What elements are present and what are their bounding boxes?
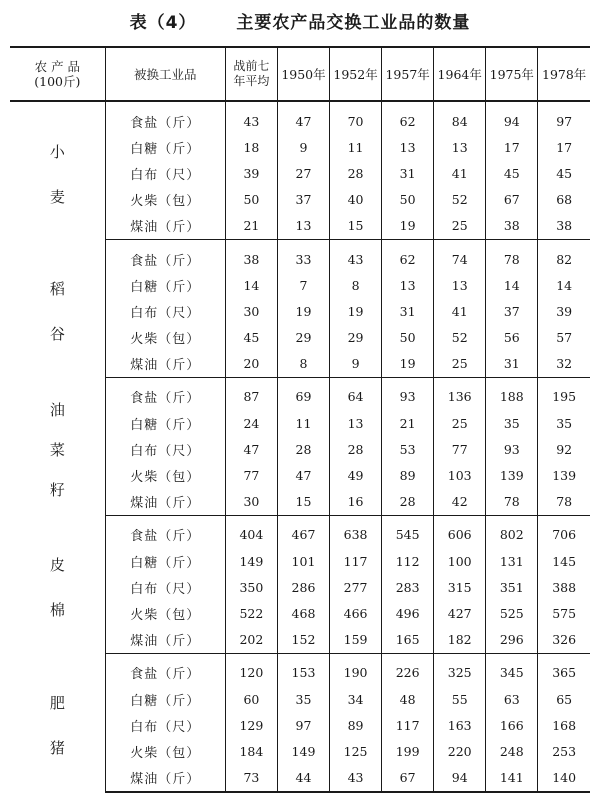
value-cell: 125 — [330, 738, 382, 764]
value-cell: 67 — [382, 765, 434, 792]
value-cell: 78 — [486, 489, 538, 516]
product-cell — [10, 515, 105, 653]
value-cell: 202 — [225, 627, 277, 654]
value-cell: 226 — [382, 653, 434, 686]
value-cell: 199 — [382, 738, 434, 764]
product-name — [10, 389, 105, 509]
header-prewar — [225, 47, 277, 101]
value-cell: 53 — [382, 436, 434, 462]
header-prewar-text: 战前七年平均 — [233, 59, 270, 88]
value-cell: 13 — [382, 134, 434, 160]
value-cell: 286 — [277, 574, 329, 600]
product-cell — [10, 239, 105, 377]
value-cell: 117 — [330, 548, 382, 574]
value-cell: 11 — [330, 134, 382, 160]
value-cell: 149 — [225, 548, 277, 574]
value-cell: 19 — [382, 213, 434, 240]
product-name-char: 棉 — [49, 601, 65, 620]
table-row — [10, 101, 590, 134]
value-cell: 33 — [277, 239, 329, 272]
value-cell: 18 — [225, 134, 277, 160]
value-cell: 62 — [382, 239, 434, 272]
value-cell: 77 — [434, 436, 486, 462]
table-row — [10, 377, 590, 410]
value-cell: 16 — [330, 489, 382, 516]
value-cell: 19 — [330, 298, 382, 324]
value-cell: 14 — [486, 272, 538, 298]
value-cell: 365 — [538, 653, 590, 686]
item-cell: 火柴（包） — [105, 462, 225, 488]
value-cell: 57 — [538, 325, 590, 351]
product-cell — [10, 101, 105, 239]
value-cell: 50 — [225, 187, 277, 213]
value-cell: 20 — [225, 351, 277, 378]
value-cell: 139 — [486, 462, 538, 488]
value-cell: 165 — [382, 627, 434, 654]
value-cell: 47 — [225, 436, 277, 462]
value-cell: 93 — [382, 377, 434, 410]
table-row — [10, 653, 590, 686]
value-cell: 9 — [277, 134, 329, 160]
value-cell: 48 — [382, 686, 434, 712]
header-row — [10, 47, 590, 101]
value-cell: 45 — [225, 325, 277, 351]
value-cell: 64 — [330, 377, 382, 410]
value-cell: 40 — [330, 187, 382, 213]
value-cell: 21 — [382, 410, 434, 436]
value-cell: 69 — [277, 377, 329, 410]
product-name — [10, 129, 105, 219]
value-cell: 35 — [277, 686, 329, 712]
header-product-line1: 农 产 品 — [34, 59, 81, 74]
product-name-char: 菜 — [49, 440, 65, 459]
value-cell: 168 — [538, 712, 590, 738]
value-cell: 296 — [486, 627, 538, 654]
product-name — [10, 680, 105, 770]
value-cell: 49 — [330, 462, 382, 488]
item-cell: 白糖（斤） — [105, 134, 225, 160]
product-name-char: 猪 — [49, 739, 65, 758]
value-cell: 35 — [538, 410, 590, 436]
value-cell: 545 — [382, 515, 434, 548]
value-cell: 28 — [277, 436, 329, 462]
value-cell: 77 — [225, 462, 277, 488]
value-cell: 467 — [277, 515, 329, 548]
value-cell: 31 — [486, 351, 538, 378]
value-cell: 29 — [277, 325, 329, 351]
value-cell: 195 — [538, 377, 590, 410]
value-cell: 97 — [538, 101, 590, 134]
value-cell: 28 — [382, 489, 434, 516]
value-cell: 39 — [225, 160, 277, 186]
value-cell: 19 — [382, 351, 434, 378]
value-cell: 32 — [538, 351, 590, 378]
value-cell: 388 — [538, 574, 590, 600]
value-cell: 15 — [277, 489, 329, 516]
value-cell: 74 — [434, 239, 486, 272]
item-cell: 白布（尺） — [105, 298, 225, 324]
value-cell: 638 — [330, 515, 382, 548]
header-year: 1978年 — [538, 47, 590, 101]
header-product-line2: (100斤) — [34, 74, 81, 89]
item-cell: 煤油（斤） — [105, 213, 225, 240]
value-cell: 9 — [330, 351, 382, 378]
value-cell: 70 — [330, 101, 382, 134]
value-cell: 248 — [486, 738, 538, 764]
value-cell: 67 — [486, 187, 538, 213]
value-cell: 525 — [486, 600, 538, 626]
value-cell: 93 — [486, 436, 538, 462]
item-cell: 煤油（斤） — [105, 627, 225, 654]
value-cell: 43 — [330, 239, 382, 272]
table-number: 表（4） — [129, 13, 197, 33]
value-cell: 97 — [277, 712, 329, 738]
item-cell: 白糖（斤） — [105, 686, 225, 712]
table-body — [10, 101, 590, 792]
value-cell: 29 — [330, 325, 382, 351]
value-cell: 31 — [382, 298, 434, 324]
product-name-char: 谷 — [49, 325, 65, 344]
value-cell: 149 — [277, 738, 329, 764]
value-cell: 13 — [330, 410, 382, 436]
value-cell: 139 — [538, 462, 590, 488]
value-cell: 73 — [225, 765, 277, 792]
value-cell: 30 — [225, 298, 277, 324]
value-cell: 103 — [434, 462, 486, 488]
value-cell: 17 — [486, 134, 538, 160]
value-cell: 38 — [486, 213, 538, 240]
item-cell: 煤油（斤） — [105, 765, 225, 792]
value-cell: 78 — [486, 239, 538, 272]
value-cell: 575 — [538, 600, 590, 626]
value-cell: 41 — [434, 298, 486, 324]
item-cell: 白布（尺） — [105, 574, 225, 600]
value-cell: 65 — [538, 686, 590, 712]
value-cell: 52 — [434, 325, 486, 351]
value-cell: 94 — [434, 765, 486, 792]
value-cell: 28 — [330, 436, 382, 462]
value-cell: 13 — [434, 272, 486, 298]
value-cell: 78 — [538, 489, 590, 516]
item-cell: 食盐（斤） — [105, 377, 225, 410]
value-cell: 47 — [277, 101, 329, 134]
value-cell: 117 — [382, 712, 434, 738]
value-cell: 50 — [382, 187, 434, 213]
value-cell: 25 — [434, 351, 486, 378]
value-cell: 166 — [486, 712, 538, 738]
value-cell: 120 — [225, 653, 277, 686]
value-cell: 190 — [330, 653, 382, 686]
value-cell: 17 — [538, 134, 590, 160]
value-cell: 43 — [225, 101, 277, 134]
value-cell: 350 — [225, 574, 277, 600]
product-name-char: 肥 — [49, 694, 65, 713]
value-cell: 60 — [225, 686, 277, 712]
product-name-char: 稻 — [49, 280, 65, 299]
item-cell: 火柴（包） — [105, 325, 225, 351]
product-name-char: 皮 — [49, 556, 65, 575]
header-year: 1952年 — [330, 47, 382, 101]
value-cell: 325 — [434, 653, 486, 686]
value-cell: 50 — [382, 325, 434, 351]
header-product — [10, 47, 105, 101]
value-cell: 163 — [434, 712, 486, 738]
value-cell: 94 — [486, 101, 538, 134]
value-cell: 152 — [277, 627, 329, 654]
value-cell: 43 — [330, 765, 382, 792]
value-cell: 184 — [225, 738, 277, 764]
header-year: 1957年 — [382, 47, 434, 101]
value-cell: 315 — [434, 574, 486, 600]
value-cell: 253 — [538, 738, 590, 764]
value-cell: 52 — [434, 187, 486, 213]
value-cell: 404 — [225, 515, 277, 548]
value-cell: 13 — [382, 272, 434, 298]
value-cell: 25 — [434, 410, 486, 436]
value-cell: 13 — [277, 213, 329, 240]
header-year: 1964年 — [434, 47, 486, 101]
value-cell: 25 — [434, 213, 486, 240]
value-cell: 606 — [434, 515, 486, 548]
value-cell: 8 — [330, 272, 382, 298]
value-cell: 522 — [225, 600, 277, 626]
value-cell: 42 — [434, 489, 486, 516]
item-cell: 白糖（斤） — [105, 410, 225, 436]
value-cell: 112 — [382, 548, 434, 574]
exchange-table — [10, 46, 590, 793]
value-cell: 129 — [225, 712, 277, 738]
value-cell: 496 — [382, 600, 434, 626]
item-cell: 火柴（包） — [105, 187, 225, 213]
value-cell: 101 — [277, 548, 329, 574]
table-row — [10, 515, 590, 548]
value-cell: 136 — [434, 377, 486, 410]
value-cell: 37 — [486, 298, 538, 324]
value-cell: 41 — [434, 160, 486, 186]
value-cell: 38 — [225, 239, 277, 272]
value-cell: 55 — [434, 686, 486, 712]
header-year: 1975年 — [486, 47, 538, 101]
item-cell: 白糖（斤） — [105, 272, 225, 298]
value-cell: 89 — [330, 712, 382, 738]
item-cell: 白布（尺） — [105, 436, 225, 462]
value-cell: 92 — [538, 436, 590, 462]
value-cell: 427 — [434, 600, 486, 626]
value-cell: 63 — [486, 686, 538, 712]
header-item: 被换工业品 — [105, 47, 225, 101]
value-cell: 351 — [486, 574, 538, 600]
value-cell: 131 — [486, 548, 538, 574]
value-cell: 141 — [486, 765, 538, 792]
value-cell: 82 — [538, 239, 590, 272]
value-cell: 62 — [382, 101, 434, 134]
value-cell: 159 — [330, 627, 382, 654]
value-cell: 38 — [538, 213, 590, 240]
value-cell: 145 — [538, 548, 590, 574]
table-title — [0, 8, 600, 38]
value-cell: 37 — [277, 187, 329, 213]
value-cell: 21 — [225, 213, 277, 240]
product-cell — [10, 377, 105, 515]
product-name — [10, 266, 105, 356]
item-cell: 食盐（斤） — [105, 515, 225, 548]
item-cell: 煤油（斤） — [105, 351, 225, 378]
header-year: 1950年 — [277, 47, 329, 101]
item-cell: 食盐（斤） — [105, 239, 225, 272]
value-cell: 13 — [434, 134, 486, 160]
value-cell: 19 — [277, 298, 329, 324]
value-cell: 44 — [277, 765, 329, 792]
product-name-char: 籽 — [49, 480, 65, 499]
value-cell: 220 — [434, 738, 486, 764]
value-cell: 45 — [538, 160, 590, 186]
product-name-char: 麦 — [49, 187, 65, 206]
value-cell: 277 — [330, 574, 382, 600]
value-cell: 11 — [277, 410, 329, 436]
table-row — [10, 239, 590, 272]
value-cell: 47 — [277, 462, 329, 488]
product-name-char: 油 — [49, 400, 65, 419]
value-cell: 27 — [277, 160, 329, 186]
value-cell: 100 — [434, 548, 486, 574]
product-name-char: 小 — [49, 142, 65, 161]
value-cell: 34 — [330, 686, 382, 712]
value-cell: 140 — [538, 765, 590, 792]
value-cell: 345 — [486, 653, 538, 686]
item-cell: 火柴（包） — [105, 600, 225, 626]
table-caption: 主要农产品交换工业品的数量 — [236, 13, 471, 33]
value-cell: 39 — [538, 298, 590, 324]
value-cell: 87 — [225, 377, 277, 410]
value-cell: 15 — [330, 213, 382, 240]
value-cell: 182 — [434, 627, 486, 654]
value-cell: 14 — [538, 272, 590, 298]
item-cell: 食盐（斤） — [105, 101, 225, 134]
item-cell: 白糖（斤） — [105, 548, 225, 574]
item-cell: 白布（尺） — [105, 160, 225, 186]
value-cell: 802 — [486, 515, 538, 548]
value-cell: 153 — [277, 653, 329, 686]
item-cell: 火柴（包） — [105, 738, 225, 764]
value-cell: 14 — [225, 272, 277, 298]
value-cell: 24 — [225, 410, 277, 436]
item-cell: 白布（尺） — [105, 712, 225, 738]
item-cell: 食盐（斤） — [105, 653, 225, 686]
value-cell: 7 — [277, 272, 329, 298]
value-cell: 89 — [382, 462, 434, 488]
value-cell: 468 — [277, 600, 329, 626]
value-cell: 45 — [486, 160, 538, 186]
product-name — [10, 542, 105, 632]
value-cell: 30 — [225, 489, 277, 516]
value-cell: 326 — [538, 627, 590, 654]
value-cell: 35 — [486, 410, 538, 436]
value-cell: 8 — [277, 351, 329, 378]
value-cell: 706 — [538, 515, 590, 548]
value-cell: 31 — [382, 160, 434, 186]
value-cell: 466 — [330, 600, 382, 626]
value-cell: 283 — [382, 574, 434, 600]
value-cell: 188 — [486, 377, 538, 410]
product-cell — [10, 653, 105, 791]
value-cell: 68 — [538, 187, 590, 213]
value-cell: 28 — [330, 160, 382, 186]
item-cell: 煤油（斤） — [105, 489, 225, 516]
value-cell: 84 — [434, 101, 486, 134]
value-cell: 56 — [486, 325, 538, 351]
